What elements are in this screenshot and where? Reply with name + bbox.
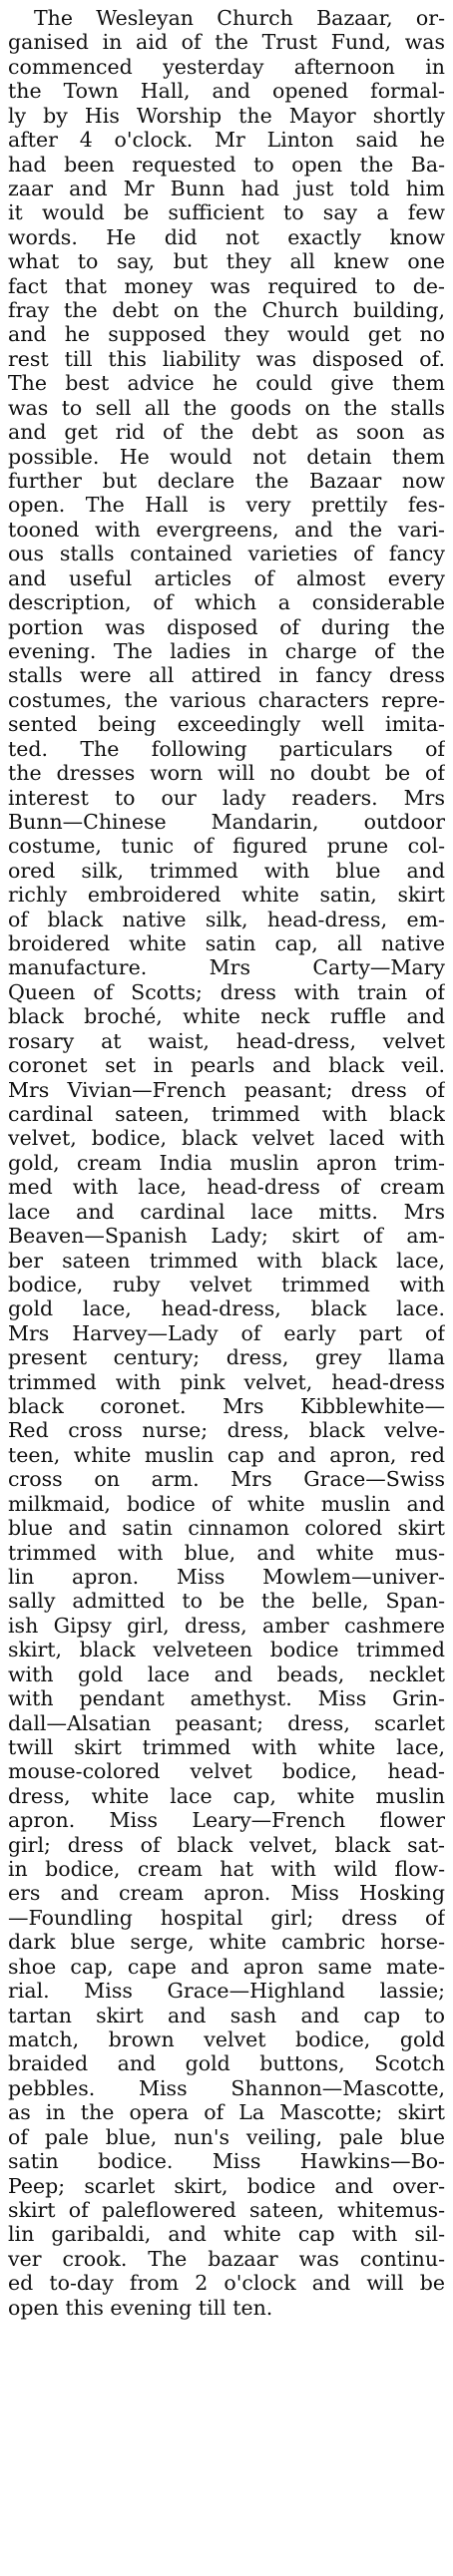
article-line: gold lace, head-dress, black lace. bbox=[8, 1296, 445, 1321]
article-line: Red cross nurse; dress, black velve- bbox=[8, 1418, 445, 1443]
newspaper-column bbox=[8, 6, 445, 2569]
article-line: interest to our lady readers. Mrs bbox=[8, 785, 445, 810]
article-line: the dresses worn will no doubt be of bbox=[8, 761, 445, 786]
article-line: and useful articles of almost every bbox=[8, 565, 445, 590]
article-line: with pendant amethyst. Miss Grin- bbox=[8, 1686, 445, 1711]
article-line: skirt, black velveteen bodice trimmed bbox=[8, 1638, 445, 1662]
article-line: ish Gipsy girl, dress, amber cashmere bbox=[8, 1613, 445, 1638]
article-line: present century; dress, grey llama bbox=[8, 1345, 445, 1370]
article-line: words. He did not exactly know bbox=[8, 224, 445, 249]
article-line: pebbles. Miss Shannon—Mascotte, bbox=[8, 2075, 445, 2100]
article-line: as in the opera of La Mascotte; skirt bbox=[8, 2100, 445, 2125]
article-line: broidered white satin cap, all native bbox=[8, 931, 445, 956]
article-line: ed to-day from 2 o'clock and will be bbox=[8, 2271, 445, 2296]
article-line: satin bodice. Miss Hawkins—Bo- bbox=[8, 2149, 445, 2174]
article-line: match, brown velvet bodice, gold bbox=[8, 2027, 445, 2052]
article-line: girl; dress of black velvet, black sat- bbox=[8, 1832, 445, 1857]
article-line: Mrs Vivian—French peasant; dress of bbox=[8, 1077, 445, 1102]
article-line: med with lace, head-dress of cream bbox=[8, 1175, 445, 1200]
article-line: lace and cardinal lace mitts. Mrs bbox=[8, 1199, 445, 1224]
article-line: description, of which a considerable bbox=[8, 590, 445, 615]
article-line: dress, white lace cap, white muslin bbox=[8, 1783, 445, 1808]
bazaar-article bbox=[8, 6, 445, 2320]
article-line: ored silk, trimmed with blue and bbox=[8, 858, 445, 883]
article-line: sally admitted to be the belle, Span- bbox=[8, 1589, 445, 1614]
article-line: Mrs Harvey—Lady of early part of bbox=[8, 1320, 445, 1345]
article-line: shoe cap, cape and apron same mate- bbox=[8, 1954, 445, 1979]
article-line: what to say, but they all knew one bbox=[8, 249, 445, 274]
article-line: ber sateen trimmed with black lace, bbox=[8, 1248, 445, 1273]
article-line: cross on arm. Mrs Grace—Swiss bbox=[8, 1467, 445, 1492]
article-line: Bunn—Chinese Mandarin, outdoor bbox=[8, 809, 445, 834]
article-line: lin apron. Miss Mowlem—univer- bbox=[8, 1565, 445, 1589]
article-line: Beaven—Spanish Lady; skirt of am- bbox=[8, 1224, 445, 1249]
article-line: stalls were all attired in fancy dress bbox=[8, 663, 445, 688]
article-line: tooned with evergreens, and the vari- bbox=[8, 517, 445, 542]
article-line: lin garibaldi, and white cap with sil- bbox=[8, 2222, 445, 2247]
article-line: apron. Miss Leary—French flower bbox=[8, 1808, 445, 1833]
article-line: trimmed with pink velvet, head-dress bbox=[8, 1369, 445, 1394]
article-line: fact that money was required to de- bbox=[8, 273, 445, 298]
article-line: Peep; scarlet skirt, bodice and over- bbox=[8, 2173, 445, 2198]
article-line: bodice, ruby velvet trimmed with bbox=[8, 1272, 445, 1296]
article-line: open this evening till ten. bbox=[8, 2295, 273, 2320]
article-line: ted. The following particulars of bbox=[8, 736, 445, 761]
article-line: ous stalls contained varieties of fancy bbox=[8, 542, 445, 566]
article-line: open. The Hall is very prettily fes- bbox=[8, 493, 445, 518]
article-line: tartan skirt and sash and cap to bbox=[8, 2003, 445, 2027]
article-line: ers and cream apron. Miss Hosking bbox=[8, 1881, 445, 1906]
article-line: velvet, bodice, black velvet laced with bbox=[8, 1126, 445, 1151]
article-line: portion was disposed of during the bbox=[8, 614, 445, 639]
article-line: rosary at waist, head-dress, velvet bbox=[8, 1028, 445, 1053]
article-line: ly by His Worship the Mayor shortly bbox=[8, 103, 445, 128]
article-line: was to sell all the goods on the stalls bbox=[8, 395, 445, 420]
article-line: cardinal sateen, trimmed with black bbox=[8, 1101, 445, 1126]
article-line: richly embroidered white satin, skirt bbox=[8, 883, 445, 908]
article-line: possible. He would not detain them bbox=[8, 444, 445, 469]
article-line: in bodice, cream hat with wild flow- bbox=[8, 1857, 445, 1882]
article-line: it would be sufficient to say a few bbox=[8, 200, 445, 225]
article-line: mouse-colored velvet bodice, head- bbox=[8, 1759, 445, 1784]
article-line: with gold lace and beads, necklet bbox=[8, 1661, 445, 1686]
article-line: dark blue serge, white cambric horse- bbox=[8, 1930, 445, 1955]
article-line: sented being exceedingly well imita- bbox=[8, 712, 445, 737]
article-line: twill skirt trimmed with white lace, bbox=[8, 1734, 445, 1759]
article-line: the Town Hall, and opened formal- bbox=[8, 79, 445, 104]
article-line: blue and satin cinnamon colored skirt bbox=[8, 1516, 445, 1541]
article-line: further but declare the Bazaar now bbox=[8, 469, 445, 494]
article-line: and get rid of the debt as soon as bbox=[8, 420, 445, 445]
article-line: evening. The ladies in charge of the bbox=[8, 638, 445, 663]
article-line: The Wesleyan Church Bazaar, or- bbox=[34, 6, 445, 30]
article-line: of pale blue, nun's veiling, pale blue bbox=[8, 2124, 445, 2149]
article-line: ver crook. The bazaar was continu- bbox=[8, 2246, 445, 2271]
article-line: The best advice he could give them bbox=[8, 371, 445, 396]
article-line: and he supposed they would get no bbox=[8, 322, 445, 347]
article-line: costume, tunic of figured prune col- bbox=[8, 834, 445, 859]
article-line: milkmaid, bodice of white muslin and bbox=[8, 1491, 445, 1516]
article-line: costumes, the various characters repre- bbox=[8, 687, 445, 712]
article-line: rial. Miss Grace—Highland lassie; bbox=[8, 1979, 445, 2004]
article-line: rest till this liability was disposed of. bbox=[8, 346, 445, 371]
article-line: of black native silk, head-dress, em- bbox=[8, 907, 445, 931]
article-line: fray the debt on the Church building, bbox=[8, 298, 445, 323]
article-line: teen, white muslin cap and apron, red bbox=[8, 1442, 445, 1467]
article-line: black broché, white neck ruffle and bbox=[8, 1004, 445, 1029]
article-line: gold, cream India muslin apron trim- bbox=[8, 1150, 445, 1175]
article-line: dall—Alsatian peasant; dress, scarlet bbox=[8, 1710, 445, 1735]
article-line: black coronet. Mrs Kibblewhite— bbox=[8, 1394, 445, 1419]
article-line: after 4 o'clock. Mr Linton said he bbox=[8, 128, 445, 153]
article-line: had been requested to open the Ba- bbox=[8, 152, 445, 177]
article-line: commenced yesterday afternoon in bbox=[8, 54, 445, 79]
article-line: —Foundling hospital girl; dress of bbox=[8, 1905, 445, 1930]
article-line: manufacture. Mrs Carty—Mary bbox=[8, 955, 445, 980]
article-line: braided and gold buttons, Scotch bbox=[8, 2051, 445, 2076]
article-line: coronet set in pearls and black veil. bbox=[8, 1053, 445, 1078]
article-line: Queen of Scotts; dress with train of bbox=[8, 979, 445, 1004]
article-line: zaar and Mr Bunn had just told him bbox=[8, 176, 445, 200]
article-line: ganised in aid of the Trust Fund, was bbox=[8, 30, 445, 55]
article-line: trimmed with blue, and white mus- bbox=[8, 1540, 445, 1565]
article-line: skirt of paleflowered sateen, whitemus- bbox=[8, 2197, 445, 2222]
